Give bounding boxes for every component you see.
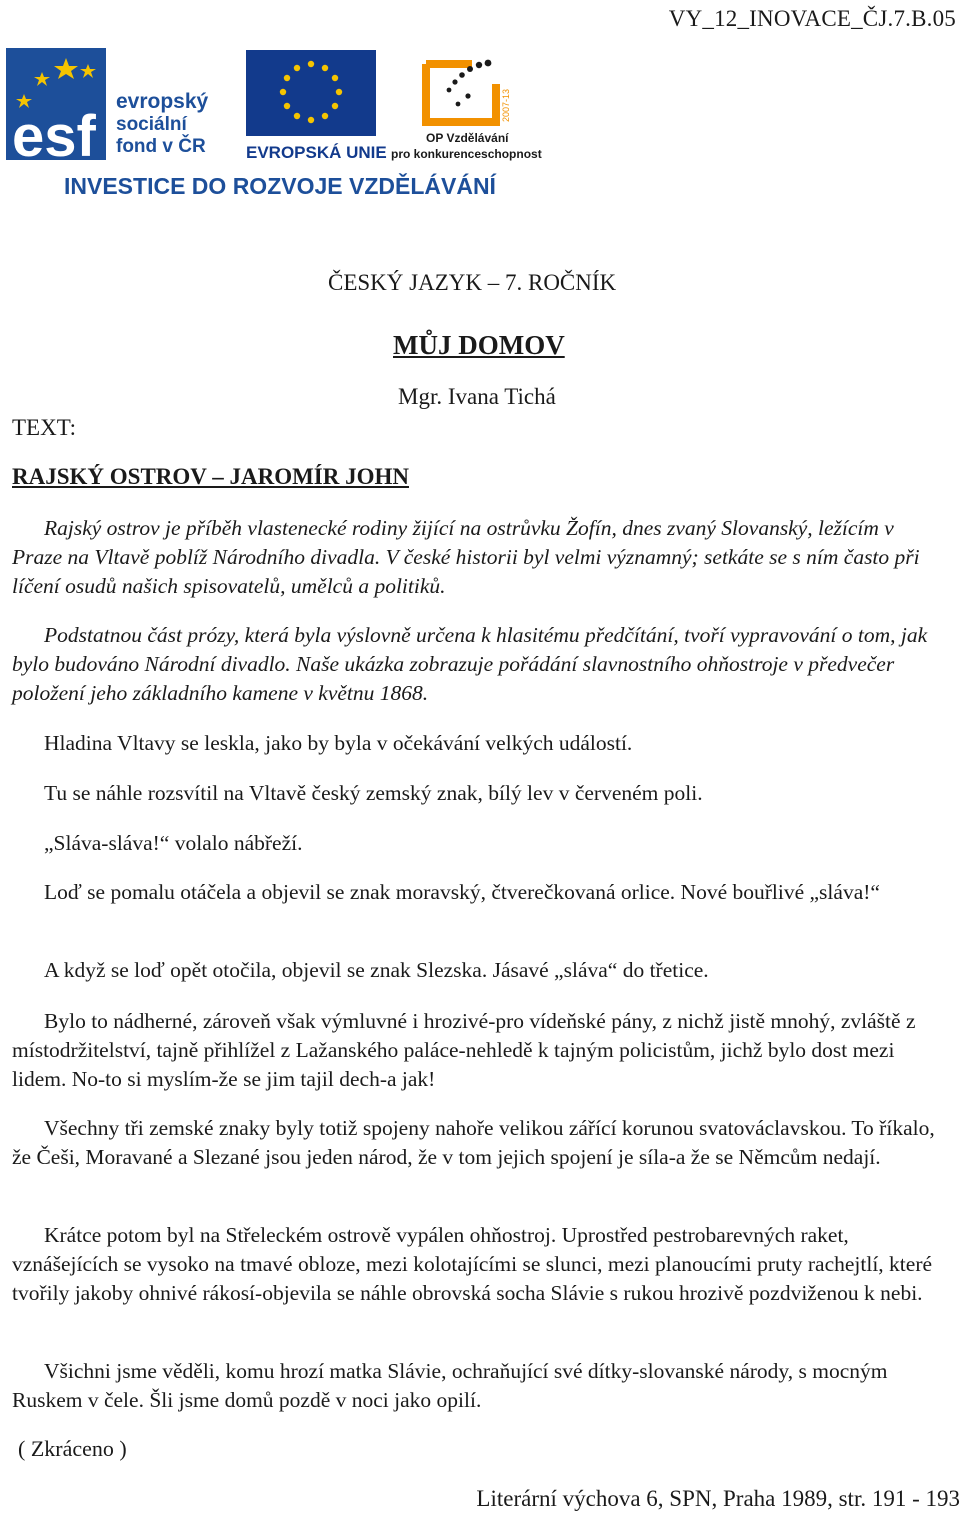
op-line-2: pro konkurenceschopnost: [391, 147, 542, 161]
source-citation: Literární výchova 6, SPN, Praha 1989, str. 191 - 193: [476, 1486, 960, 1511]
excerpt-paragraph: Hladina Vltavy se leskla, jako by byla v očekávání velkých událostí.: [44, 731, 633, 755]
eu-logo: [246, 50, 387, 162]
op-line-1: OP Vzdělávání: [426, 131, 509, 145]
logo-banner: INVESTICE DO ROZVOJE VZDĚLÁVÁNÍ: [64, 173, 496, 199]
esf-letters: esf: [12, 104, 96, 169]
abridged-note: ( Zkráceno ): [18, 1436, 127, 1461]
excerpt-paragraph: Loď se pomalu otáčela a objevil se znak moravský, čtverečkovaná orlice. Nové bouřlivé „sláva!“: [44, 880, 880, 904]
excerpt-paragraph: Všichni jsme věděli, komu hrozí matka Slávie, ochraňující své dítky-slovanské národy, s mocným Ruskem v čele. Šli jsme domů pozdě v noci jako opilí.: [12, 1359, 888, 1412]
page-title: MŮJ DOMOV: [393, 330, 565, 360]
excerpt-paragraph: Bylo to nádherné, zároveň však výmluvné i hrozivé-pro vídeňské pány, z nichž jistě mnohý, zvláště z místodržitelství, tajně přihlížel z Lažanského paláce-nehledě k tajným policistům, jichž bylo dost mezi lidem. No-to si myslím-že se jim tajil dech-a jak!: [12, 1009, 916, 1091]
eu-label: EVROPSKÁ UNIE: [246, 143, 387, 162]
esf-line-3: fond v ČR: [116, 136, 206, 157]
intro-paragraph: Rajský ostrov je příběh vlastenecké rodiny žijící na ostrůvku Žofín, dnes zvaný Slovanský, ležícím v Praze na Vltavě poblíž Národního divadla. V české historii byl velmi významný; setkáte se s ním často při líčení osudů našich spisovatelů, umělců a politiků.: [12, 516, 920, 598]
op-years: 2007-13: [501, 88, 511, 122]
excerpt-paragraph: A když se loď opět otočila, objevil se znak Slezska. Jásavé „sláva“ do třetice.: [44, 958, 709, 982]
excerpt-paragraph: Tu se náhle rozsvítil na Vltavě český zemský znak, bílý lev v červeném poli.: [44, 781, 703, 805]
excerpt-paragraph: Krátce potom byl na Střeleckém ostrově vypálen ohňostroj. Uprostřed pestrobarevných raket, vznášejících se vysoko na tmavé obloze, mezi kolotajícími se slunci, mezi planoucími pruty rachejtlí, které tvořily jakoby ohnivé rákosí-objevila se náhle obrovská socha Slávie s rukou hrozivě pozdviženou k nebi.: [12, 1223, 933, 1305]
excerpt-paragraph: Všechny tři zemské znaky byly totiž spojeny nahoře velikou zářící korunou svatováclavskou. To říkalo, že Češi, Moravané a Slezané jsou jeden národ, že v tom jejich spojení je síla-a že se Němcům nedají.: [12, 1116, 935, 1169]
document-code: VY_12_INOVACE_ČJ.7.B.05: [668, 6, 956, 31]
esf-logo: [6, 48, 209, 169]
esf-line-1: evropský: [116, 90, 209, 113]
intro-paragraph: Podstatnou část prózy, která byla výslovně určena k hlasitému předčítání, tvoří vypravování o tom, jak bylo budováno Národní divadlo. Naše ukázka zobrazuje pořádání slavnostního ohňostroje v předvečer položení jeho základního kamene v květnu 1868.: [12, 623, 928, 705]
text-label: TEXT:: [12, 415, 77, 440]
text-title: RAJSKÝ OSTROV – JAROMÍR JOHN: [12, 464, 409, 489]
esf-line-2: sociální: [116, 114, 187, 135]
subject-heading: ČESKÝ JAZYK – 7. ROČNÍK: [328, 270, 617, 295]
author: Mgr. Ivana Tichá: [398, 384, 556, 409]
excerpt-paragraph: „Sláva-sláva!“ volalo nábřeží.: [44, 831, 303, 855]
op-logo: [391, 60, 542, 161]
logo-strip: [6, 44, 546, 202]
